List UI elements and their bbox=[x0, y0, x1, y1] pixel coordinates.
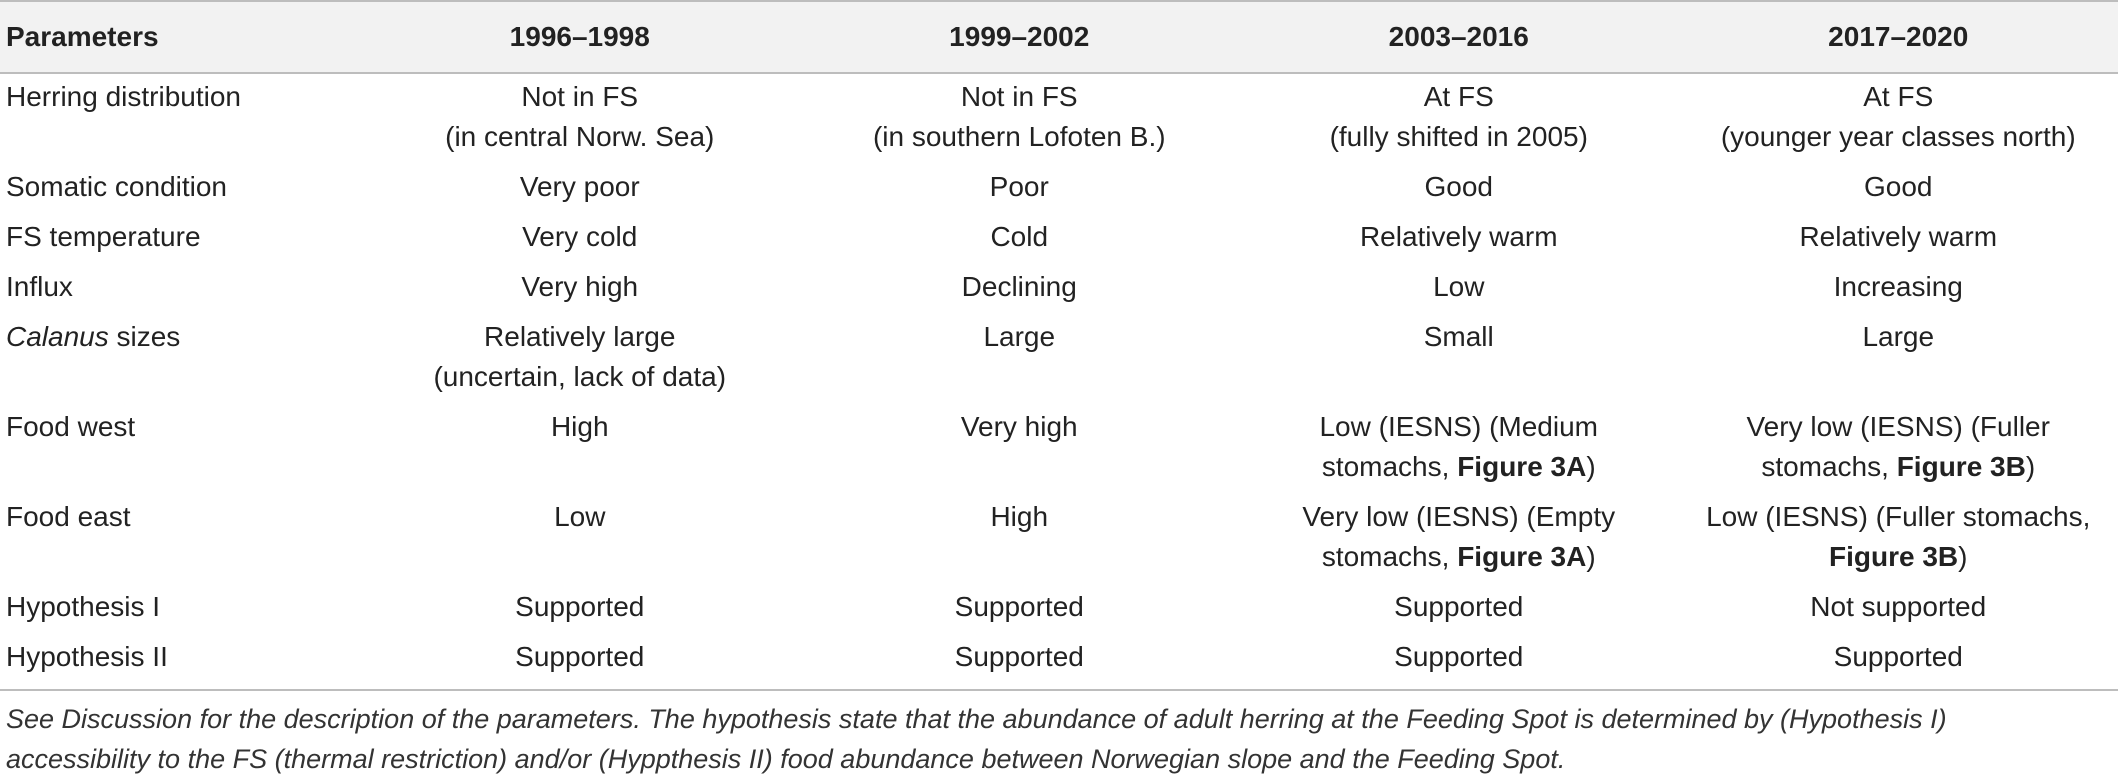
header-period-2: 1999–2002 bbox=[800, 1, 1240, 73]
table-cell: Poor bbox=[800, 164, 1240, 214]
table-cell: Small bbox=[1239, 314, 1679, 404]
footnote-line-2: accessibility to the FS (thermal restriction) and/or (Hyppthesis II) food abundance between Norwegian slope and the Feeding Spot. bbox=[6, 739, 2118, 779]
table-cell: Supported bbox=[800, 584, 1240, 634]
table-header-row bbox=[0, 1, 2118, 73]
table-cell: Supported bbox=[1239, 634, 1679, 689]
table-cell: Low bbox=[360, 494, 800, 584]
table-cell: High bbox=[360, 404, 800, 494]
table-cell: Relatively warm bbox=[1679, 214, 2118, 264]
table-cell: Large bbox=[800, 314, 1240, 404]
table-row bbox=[0, 314, 2118, 404]
table-cell: Very cold bbox=[360, 214, 800, 264]
table-cell: Supported bbox=[1239, 584, 1679, 634]
row-label-rest: sizes bbox=[109, 321, 181, 352]
table-cell: Very high bbox=[800, 404, 1240, 494]
table-cell: Very low (IESNS) (Fuller stomachs, Figure 3B) bbox=[1679, 404, 2118, 494]
table-cell: Supported bbox=[800, 634, 1240, 689]
table-cell: At FS (fully shifted in 2005) bbox=[1239, 73, 1679, 164]
table-cell: Supported bbox=[360, 634, 800, 689]
table-cell: At FS (younger year classes north) bbox=[1679, 73, 2118, 164]
table-row bbox=[0, 634, 2118, 689]
table-row bbox=[0, 584, 2118, 634]
table-cell: Very low (IESNS) (Empty stomachs, Figure 3A) bbox=[1239, 494, 1679, 584]
row-label: Food west bbox=[0, 404, 360, 494]
figure-reference: Figure 3B bbox=[1829, 541, 1958, 572]
table-cell: Good bbox=[1679, 164, 2118, 214]
table-cell: Declining bbox=[800, 264, 1240, 314]
row-label: Herring distribution bbox=[0, 73, 360, 164]
table-cell: Supported bbox=[1679, 634, 2118, 689]
table-row bbox=[0, 164, 2118, 214]
figure-reference: Figure 3B bbox=[1897, 451, 2026, 482]
header-period-4: 2017–2020 bbox=[1679, 1, 2118, 73]
table-cell: Very poor bbox=[360, 164, 800, 214]
table-cell: Relatively large (uncertain, lack of data) bbox=[360, 314, 800, 404]
figure-reference: Figure 3A bbox=[1457, 451, 1586, 482]
table-cell: High bbox=[800, 494, 1240, 584]
row-label: Influx bbox=[0, 264, 360, 314]
row-label-italic: Calanus bbox=[6, 321, 109, 352]
table-row bbox=[0, 214, 2118, 264]
header-period-3: 2003–2016 bbox=[1239, 1, 1679, 73]
table-row bbox=[0, 264, 2118, 314]
table-cell: Increasing bbox=[1679, 264, 2118, 314]
table-cell: Low (IESNS) (Medium stomachs, Figure 3A) bbox=[1239, 404, 1679, 494]
table-cell: Very high bbox=[360, 264, 800, 314]
table-cell: Good bbox=[1239, 164, 1679, 214]
table-cell: Large bbox=[1679, 314, 2118, 404]
table-cell: Low (IESNS) (Fuller stomachs, Figure 3B) bbox=[1679, 494, 2118, 584]
table-cell: Low bbox=[1239, 264, 1679, 314]
header-period-1: 1996–1998 bbox=[360, 1, 800, 73]
table-row bbox=[0, 73, 2118, 164]
row-label bbox=[0, 314, 360, 404]
row-label: Hypothesis I bbox=[0, 584, 360, 634]
row-label: Food east bbox=[0, 494, 360, 584]
table-footnote bbox=[0, 689, 2118, 779]
table-cell: Relatively warm bbox=[1239, 214, 1679, 264]
table-row bbox=[0, 404, 2118, 494]
table-cell: Not in FS (in central Norw. Sea) bbox=[360, 73, 800, 164]
table-cell: Not supported bbox=[1679, 584, 2118, 634]
row-label: Hypothesis II bbox=[0, 634, 360, 689]
footnote-line-1: See Discussion for the description of the parameters. The hypothesis state that the abundance of adult herring at the Feeding Spot is determined by (Hypothesis I) bbox=[6, 699, 2118, 739]
table-cell: Cold bbox=[800, 214, 1240, 264]
row-label: FS temperature bbox=[0, 214, 360, 264]
table-cell: Supported bbox=[360, 584, 800, 634]
table-row bbox=[0, 494, 2118, 584]
row-label: Somatic condition bbox=[0, 164, 360, 214]
header-parameters: Parameters bbox=[0, 1, 360, 73]
table-cell: Not in FS (in southern Lofoten B.) bbox=[800, 73, 1240, 164]
figure-reference: Figure 3A bbox=[1457, 541, 1586, 572]
